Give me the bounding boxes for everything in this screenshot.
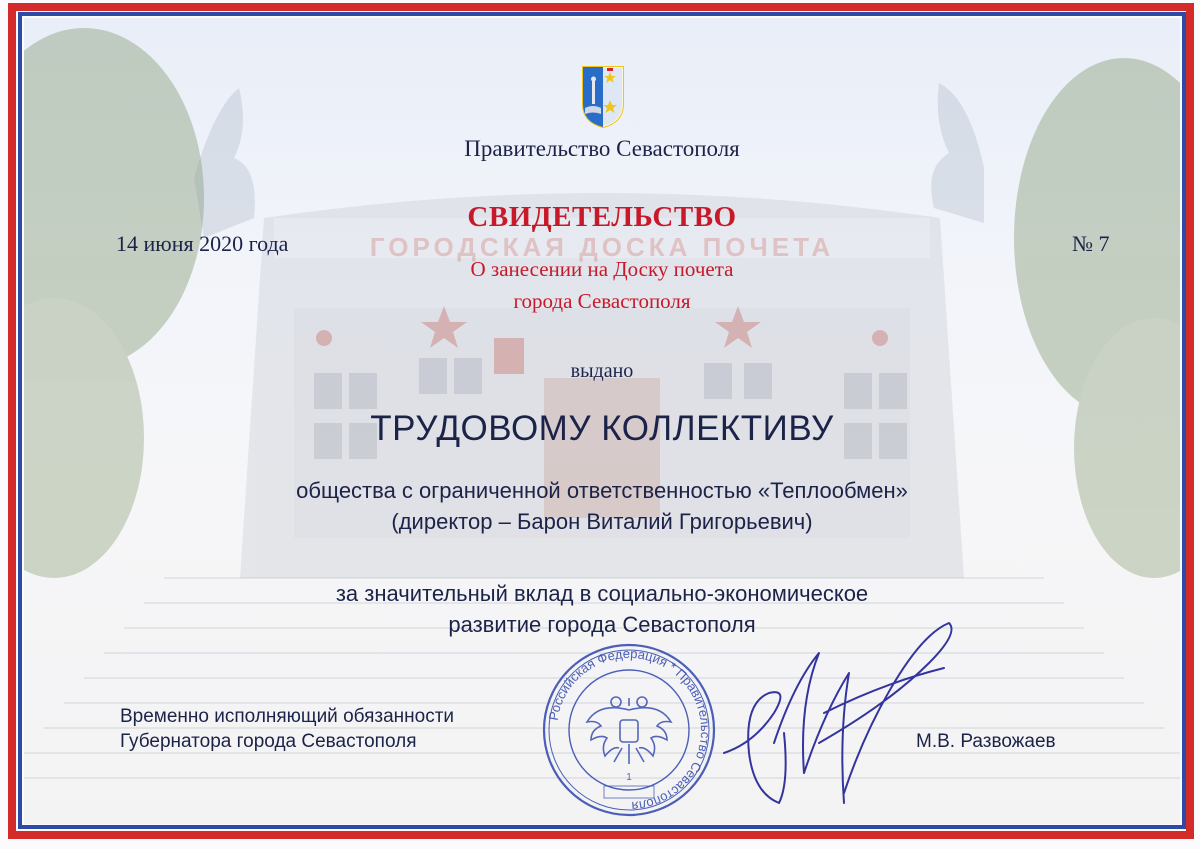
svg-text:Российская Федерация * Правите	[546, 646, 713, 814]
recipient-name: ТРУДОВОМУ КОЛЛЕКТИВУ	[370, 409, 834, 448]
subtitle-line-2: города Севастополя	[513, 289, 691, 313]
issued-label: выдано	[570, 360, 634, 382]
reason-line-2: развитие города Севастополя	[448, 612, 756, 637]
reason-line-1: за значительный вклад в социально-экономическое	[335, 581, 869, 606]
seal-text: Российская Федерация * Правительство Севастополя	[545, 645, 714, 815]
official-seal	[534, 640, 724, 820]
certificate-number: № 7	[1072, 231, 1110, 256]
handwritten-signature	[704, 603, 964, 813]
svg-text:1: 1	[626, 772, 632, 783]
signer-name: М.В. Развожаев	[916, 731, 1056, 752]
director-name: (директор – Барон Виталий Григорьевич)	[391, 509, 813, 534]
signer-position-line-2: Губернатора города Севастополя	[120, 731, 417, 752]
issue-date: 14 июня 2020 года	[116, 231, 289, 256]
subtitle-line-1: О занесении на Доску почета	[470, 257, 734, 281]
coat-of-arms-icon	[580, 64, 626, 130]
organization-name: общества с ограниченной ответственностью «Теплообмен»	[296, 478, 908, 503]
document-title: СВИДЕТЕЛЬСТВО	[467, 201, 737, 233]
issuer-name: Правительство Севастополя	[464, 136, 740, 161]
background-sign-text: ГОРОДСКАЯ ДОСКА ПОЧЕТА	[369, 232, 835, 262]
certificate-body	[24, 18, 1180, 824]
signer-position-line-1: Временно исполняющий обязанности	[120, 706, 455, 727]
